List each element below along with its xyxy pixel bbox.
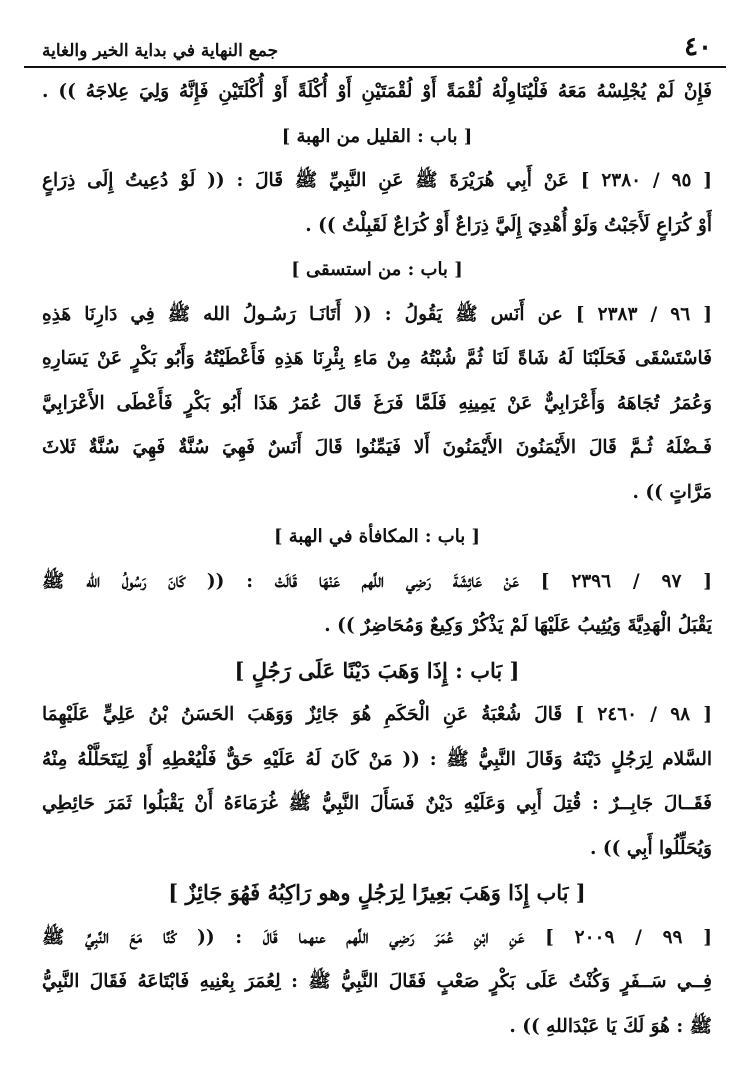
chapter-heading: [ باب : المكافأة في الهبة ] — [273, 526, 481, 547]
chapter-heading: [ باب : من استسقى ] — [291, 259, 463, 280]
text-line: أَوْ كُرَاعٍ لَأَجَبْتُ وَلَوْ أُهْدِيَ إِلَيَّ ذِرَاعٌ أَوْ كُرَاعٌ لَقَبِلْتُ )) . — [305, 214, 712, 236]
text-line: [ ٩٨ / ٢٤٦٠ ] قَالَ شُعْبَةُ عَنِ الْحَكَمِ هُوَ جَائِزٌ وَوَهَبَ الحَسَنُ بْنُ عَلِيٍّ عَلَيْهِمَا — [42, 704, 712, 725]
chapter-heading: [ بَاب : إِذَا وَهَبَ دَيْنًا عَلَى رَجُلٍ ] — [234, 657, 520, 683]
chapter-heading: [ باب : القليل من الهبة ] — [281, 125, 473, 147]
page-body — [24, 70, 726, 1049]
text-line: فَقَــالَ جَابِــرٌ : قُتِلَ أَبِي وَعَلَيْهِ دَيْنٌ فَسَأَلَ النَّبِيُّ ﷺ غُرَمَاءَهُ أَنْ يَقْبَلُوا ثَمَرَ حَائِطِي — [42, 793, 712, 814]
page-header — [24, 34, 726, 68]
text-line: [ ٩٧ / ٢٣٩٦ ] عَنْ عَائِشَةَ رَضِي اللَّهم عَنْهَا قَالَتْ : (( كَانَ رَسُولُ الله ﷺ — [42, 570, 712, 592]
text-line: وَيُحَلِّلُوا أَبِي )) . — [590, 837, 712, 859]
text-line: [ ٩٥ / ٢٣٨٠ ] عَنْ أَبِي هُرَيْرَةَ ﷺ عَنِ النَّبِيِّ ﷺ قَالَ : (( لَوْ دُعِيتُ إِلَى ذِرَاعٍ — [42, 170, 712, 191]
text-line: [ ٩٩ / ٢٠٠٩ ] عَنِ ابْنِ عُمَرَ رَضِي اللَّهم عنهما قَالَ : (( كُنَّا مَعَ النَّبِيِّ ﷺ — [42, 926, 712, 948]
text-line: ﷺ : هُوَ لَكَ يَا عَبْدَاللهِ )) . — [509, 1015, 712, 1037]
running-title: جمع النهاية في بداية الخير والغاية — [42, 41, 279, 61]
text-line: مَرَّاتٍ )) . — [632, 481, 712, 503]
page-number: ٤٠ — [684, 32, 712, 62]
book-page — [24, 34, 726, 1049]
text-line: فَاسْتَسْقَى فَحَلَبْنَا لَهُ شَاةً لَنَا ثُمَّ شُبْتُهُ مِنْ مَاءِ بِئْرِنَا هَذِهِ فَأَعْطَيْتُهُ وَأَبُو بَكْرٍ عَنْ يَسَارِهِ — [42, 348, 712, 369]
text-line: فِــي سَــفَرٍ وَكُنْتُ عَلَى بَكْرٍ صَعْبٍ فَقَالَ النَّبِيُّ ﷺ : لِعُمَرَ بِعْنِيهِ فَابْتَاعَهُ فَقَالَ النَّبِيُّ — [42, 971, 712, 992]
text-line: فَـضْلَهُ ثُـمَّ قَالَ الأَيْمَنُونَ الأَيْمَنُونَ أَلا فَيَمِّنُوا قَالَ أَنَسٌ فَهِيَ سُنَّةٌ فَهِيَ سُنَّةٌ ثَلاثَ — [42, 437, 712, 458]
text-line: [ ٩٦ / ٢٣٨٣ ] عن أَنَس ﷺ يَقُولُ : (( أَتَانَـا رَسُـولُ الله ﷺ فِي دَارِنَا هَذِهِ — [42, 303, 712, 325]
text-line: وَعُمَرُ تُجَاهَهُ وَأَعْرَابِيٌّ عَنْ يَمِينِهِ فَلَمَّا فَرَغَ قَالَ عُمَرُ هَذَا أَبُو بَكْرٍ فَأَعْطَى الأَعْرَابِيَّ — [42, 392, 712, 414]
chapter-heading: [ بَاب إِذَا وَهَبَ بَعِيرًا لِرَجُلٍ وهو رَاكِبُهُ فَهُوَ جَائِزٌ ] — [168, 880, 586, 905]
text-line: يَقْبَلُ الْهَدِيَّةَ وَيُثِيبُ عَلَيْهَا لَمْ يَذْكُرْ وَكِيعٌ وَمُحَاضِرٌ )) . — [324, 615, 712, 636]
text-line: فَإِنْ لَمْ يُجْلِسْهُ مَعَهُ فَلْيُنَاوِلْهُ لُقْمَةً أَوْ لُقْمَتَيْنِ أَوْ أُكْلَةً أَوْ أُكْلَتَيْنِ فَإِنَّهُ وَلِيَ عِلاجَهُ )) . — [42, 81, 712, 102]
text-line: السَّلام لِرَجُلٍ دَيْنَهُ وَقَالَ النَّبِيُّ ﷺ : (( مَنْ كَانَ لَهُ عَلَيْهِ حَقٌّ فَلْيُعْطِهِ أَوْ لِيَتَحَلَّلْهُ مِنْهُ — [42, 748, 712, 770]
